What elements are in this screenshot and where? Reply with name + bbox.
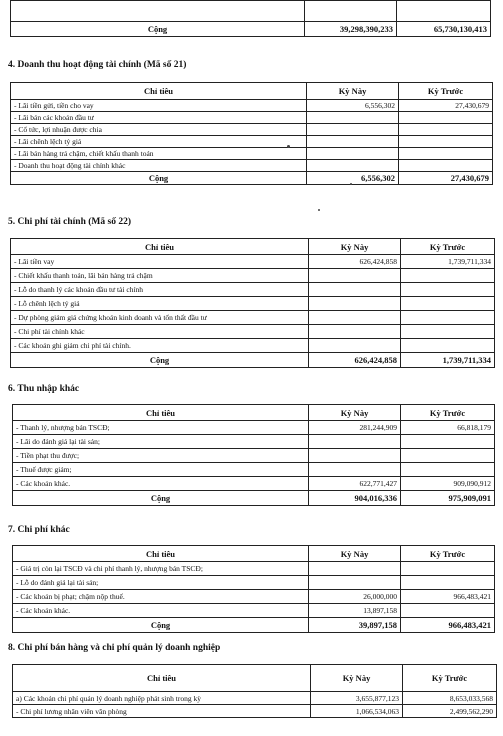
section-8-title: 8. Chi phí bán hàng và chi phí quản lý doanh nghiệp — [8, 643, 221, 653]
row-label: - Chi phí lương nhân viên văn phòng — [13, 705, 311, 718]
total-row — [11, 22, 491, 37]
section-5-title: 5. Chi phí tài chính (Mã số 22) — [8, 217, 131, 227]
table-row — [13, 692, 497, 705]
row-label: - Lãi tiền vay — [11, 255, 309, 269]
table-row — [11, 325, 495, 339]
table-row — [11, 112, 493, 124]
header-row — [13, 405, 495, 421]
row-label: - Lỗ chênh lệch tỷ giá — [11, 297, 309, 311]
table-row — [11, 269, 495, 283]
table-row — [11, 297, 495, 311]
section-5-table — [10, 238, 495, 368]
row-prior: 909,090,912 — [401, 477, 495, 491]
row-current: 622,771,427 — [309, 477, 401, 491]
section-4-table — [10, 82, 493, 185]
row-current — [307, 124, 399, 136]
row-current — [309, 576, 401, 590]
table-row — [11, 136, 493, 148]
row-label: - Các khoản khác. — [13, 604, 309, 618]
col-header-prior: Kỳ Trước — [401, 546, 495, 562]
header-row — [13, 546, 495, 562]
col-header-item: Chỉ tiêu — [11, 83, 307, 100]
row-current: 1,066,534,063 — [311, 705, 403, 718]
table-row — [11, 100, 493, 112]
row-label: - Chiết khấu thanh toán, lãi bán hàng trả chậm — [11, 269, 309, 283]
section-7-title: 7. Chi phí khác — [8, 525, 70, 535]
row-current: 281,244,909 — [309, 421, 401, 435]
total-row — [11, 353, 495, 368]
table-row — [11, 1, 491, 22]
col-header-prior: Kỳ Trước — [403, 665, 497, 692]
row-label: - Thanh lý, nhượng bán TSCĐ; — [13, 421, 309, 435]
row-prior: 966,483,421 — [401, 590, 495, 604]
row-label: - Các khoản ghi giảm chi phí tài chính. — [11, 339, 309, 353]
table-row — [11, 339, 495, 353]
total-label: Cộng — [13, 491, 309, 506]
total-label: Cộng — [13, 618, 309, 633]
row-label: - Chi phí tài chính khác — [11, 325, 309, 339]
row-prior — [399, 160, 493, 172]
row-label: - Các khoản bị phạt; chậm nộp thuế. — [13, 590, 309, 604]
total-label: Cộng — [11, 353, 309, 368]
total-current: 904,016,336 — [309, 491, 401, 506]
row-current: 6,556,302 — [307, 100, 399, 112]
row-current — [307, 148, 399, 160]
row-label: - Doanh thu hoạt động tài chính khác — [11, 160, 307, 172]
row-prior — [399, 124, 493, 136]
col-header-current: Kỳ Này — [311, 665, 403, 692]
row-current — [307, 112, 399, 124]
table-row — [11, 160, 493, 172]
row-current: 3,655,877,123 — [311, 692, 403, 705]
col-header-current: Kỳ Này — [307, 83, 399, 100]
table-row — [13, 590, 495, 604]
row-prior: 27,430,679 — [399, 100, 493, 112]
row-label: - Tiền phạt thu được; — [13, 449, 309, 463]
row-prior — [401, 449, 495, 463]
row-current — [309, 283, 401, 297]
row-prior — [399, 136, 493, 148]
total-prior: 966,483,421 — [401, 618, 495, 633]
scan-speck — [318, 209, 320, 211]
row-current — [309, 325, 401, 339]
table-row — [13, 576, 495, 590]
table-row — [11, 124, 493, 136]
row-current — [307, 160, 399, 172]
table-row — [13, 477, 495, 491]
col-header-current: Kỳ Này — [309, 405, 401, 421]
row-prior — [401, 339, 495, 353]
total-row — [13, 491, 495, 506]
col-header-prior: Kỳ Trước — [401, 405, 495, 421]
col-header-current: Kỳ Này — [309, 239, 401, 255]
row-current — [309, 297, 401, 311]
table-row — [13, 562, 495, 576]
row-prior: 1,739,711,334 — [401, 255, 495, 269]
total-prior: 975,909,091 — [401, 491, 495, 506]
total-prior: 27,430,679 — [399, 172, 493, 185]
row-label: - Lãi do đánh giá lại tài sản; — [13, 435, 309, 449]
section-7-table — [12, 545, 495, 633]
row-current — [309, 435, 401, 449]
row-prior — [401, 463, 495, 477]
table-row — [13, 463, 495, 477]
total-label: Cộng — [11, 172, 307, 185]
row-current: 626,424,858 — [309, 255, 401, 269]
total-prior: 1,739,711,334 — [401, 353, 495, 368]
table-row — [13, 421, 495, 435]
total-current: 39,298,390,233 — [305, 22, 397, 37]
row-current: 26,000,000 — [309, 590, 401, 604]
row-current — [307, 136, 399, 148]
row-current — [309, 449, 401, 463]
section-8-table — [12, 664, 497, 718]
row-prior — [401, 311, 495, 325]
scan-speck — [287, 145, 290, 148]
row-label: - Lãi tiền gửi, tiền cho vay — [11, 100, 307, 112]
scan-speck — [350, 183, 352, 185]
row-label: - Giá trị còn lại TSCĐ và chi phí thanh lý, nhượng bán TSCĐ; — [13, 562, 309, 576]
row-label: a) Các khoản chi phí quản lý doanh nghiệp phát sinh trong kỳ — [13, 692, 311, 705]
col-header-item: Chỉ tiêu — [11, 239, 309, 255]
row-label: - Các khoản khác. — [13, 477, 309, 491]
top-total-table — [10, 0, 491, 37]
table-row — [13, 705, 497, 718]
section-4-title: 4. Doanh thu hoạt động tài chính (Mã số 21) — [8, 60, 187, 70]
row-prior — [399, 148, 493, 160]
table-row — [11, 283, 495, 297]
row-label: - Lãi bán các khoản đầu tư — [11, 112, 307, 124]
total-current: 6,556,302 — [307, 172, 399, 185]
row-prior: 2,499,562,290 — [403, 705, 497, 718]
row-prior — [401, 576, 495, 590]
row-prior — [401, 325, 495, 339]
col-header-item: Chỉ tiêu — [13, 665, 311, 692]
table-row — [11, 148, 493, 160]
row-label: - Lỗ do đánh giá lại tài sản; — [13, 576, 309, 590]
row-label: - Cổ tức, lợi nhuận được chia — [11, 124, 307, 136]
row-current: 13,897,158 — [309, 604, 401, 618]
row-prior — [401, 297, 495, 311]
row-prior: 8,653,033,568 — [403, 692, 497, 705]
row-prior — [401, 269, 495, 283]
table-row — [11, 311, 495, 325]
header-row — [11, 83, 493, 100]
table-row — [13, 604, 495, 618]
total-row — [11, 172, 493, 185]
row-label: - Thuế được giảm; — [13, 463, 309, 477]
section-6-title: 6. Thu nhập khác — [8, 384, 80, 394]
row-prior: 66,818,179 — [401, 421, 495, 435]
section-6-table — [12, 404, 495, 506]
total-prior: 65,730,130,413 — [397, 22, 491, 37]
col-header-prior: Kỳ Trước — [401, 239, 495, 255]
row-current — [309, 463, 401, 477]
col-header-prior: Kỳ Trước — [399, 83, 493, 100]
col-header-current: Kỳ Này — [309, 546, 401, 562]
total-label: Cộng — [11, 22, 305, 37]
row-current — [309, 269, 401, 283]
row-label: - Lãi bán hàng trả chậm, chiết khấu thanh toán — [11, 148, 307, 160]
col-header-item: Chỉ tiêu — [13, 546, 309, 562]
row-prior — [401, 283, 495, 297]
table-row — [13, 435, 495, 449]
row-prior — [401, 604, 495, 618]
total-current: 39,897,158 — [309, 618, 401, 633]
row-label: - Lãi chênh lệch tỷ giá — [11, 136, 307, 148]
row-prior — [401, 562, 495, 576]
table-row — [13, 449, 495, 463]
col-header-item: Chỉ tiêu — [13, 405, 309, 421]
row-current — [309, 339, 401, 353]
total-current: 626,424,858 — [309, 353, 401, 368]
row-current — [309, 311, 401, 325]
header-row — [13, 665, 497, 692]
row-label: - Lỗ do thanh lý các khoản đầu tư tài chính — [11, 283, 309, 297]
row-current — [309, 562, 401, 576]
table-row — [11, 255, 495, 269]
total-row — [13, 618, 495, 633]
header-row — [11, 239, 495, 255]
row-prior — [401, 435, 495, 449]
row-prior — [399, 112, 493, 124]
row-label: - Dự phòng giảm giá chứng khoán kinh doanh và tổn thất đầu tư — [11, 311, 309, 325]
